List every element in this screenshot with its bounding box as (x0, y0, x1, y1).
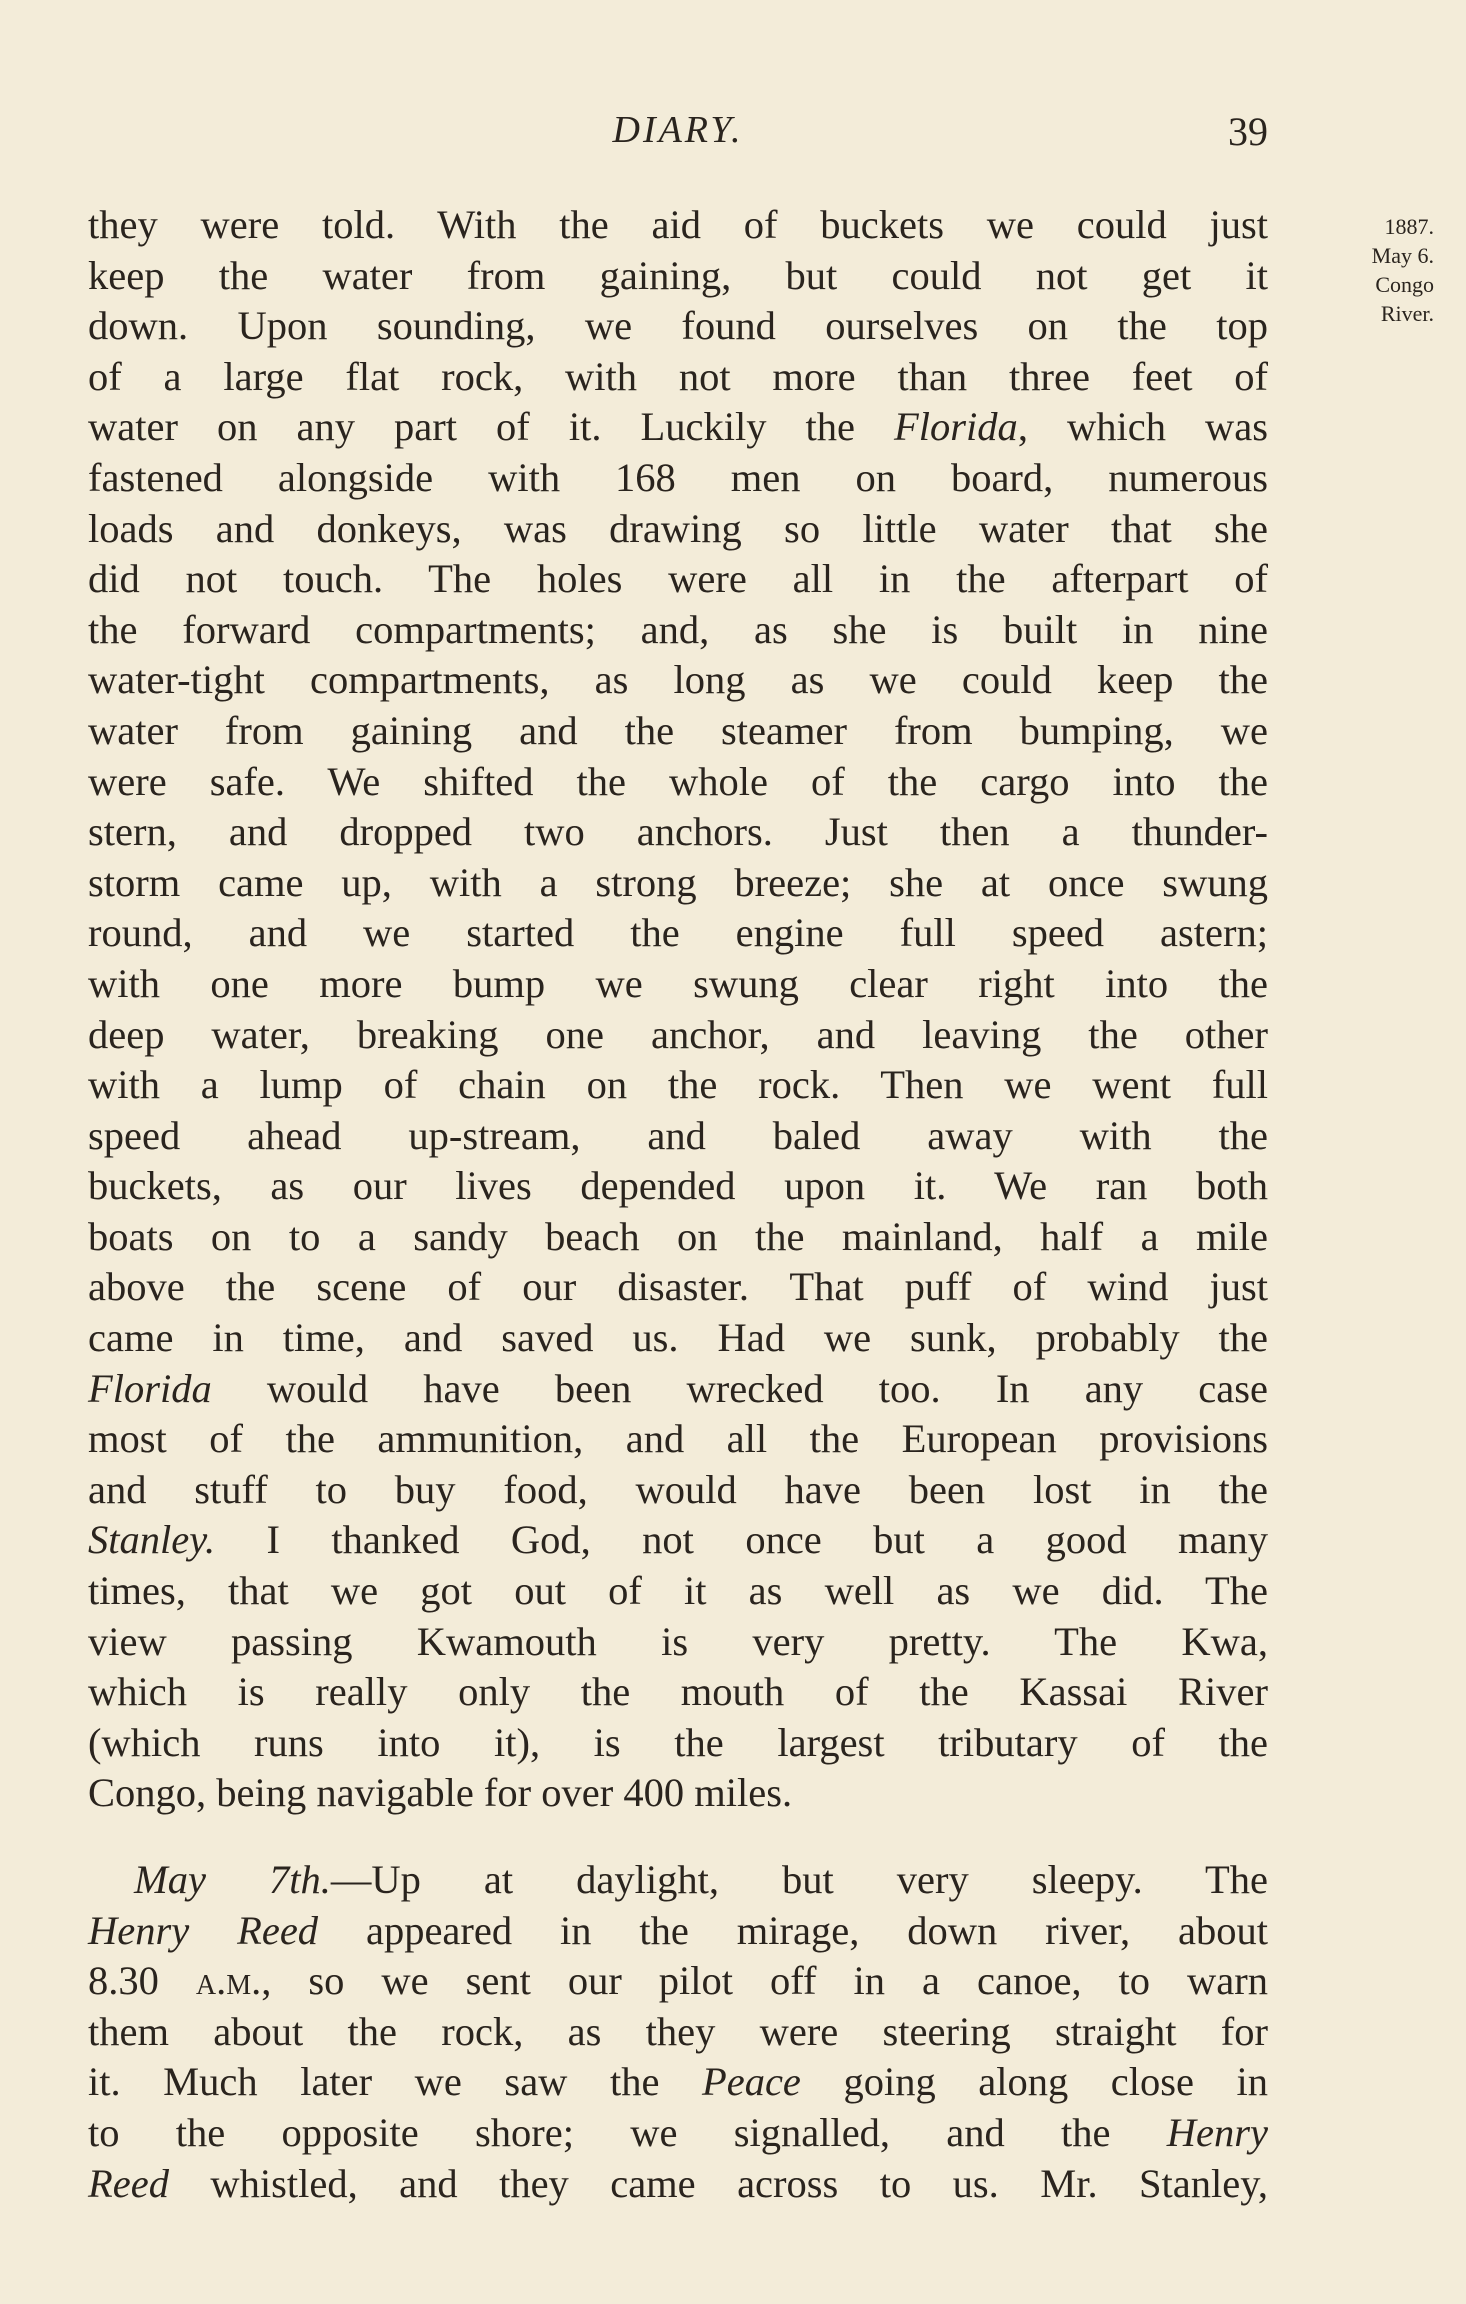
text-fragment: , so we sent our pilot off in a canoe, to warn (261, 1958, 1269, 2004)
text-fragment: whistled, and they came across to us. Mr. Stanley, (168, 2160, 1268, 2206)
text-line: storm came up, with a strong breeze; she at once swung (88, 859, 1268, 905)
ship-name-henry-reed: Henry Reed (88, 1907, 319, 1953)
text-fragment: —Up at daylight, but very sleepy. The (330, 1857, 1268, 1902)
text-line (88, 2159, 1268, 2210)
text-line: view passing Kwamouth is very pretty. The Kwa, (88, 1618, 1268, 1664)
text-line: the forward compartments; and, as she is built in nine (88, 606, 1268, 652)
diary-date: May 7th. (134, 1857, 331, 1902)
text-line: stern, and dropped two anchors. Just then a thunder- (88, 809, 1268, 855)
text-line (88, 1364, 1268, 1415)
margin-note-year: 1887. (1384, 214, 1434, 239)
running-head: DIARY. (612, 109, 744, 151)
text-fragment: I thanked God, not once but a good many (215, 1517, 1268, 1563)
text-line: (which runs into it), is the largest tributary of the (88, 1719, 1268, 1765)
paragraph-gap (88, 1819, 1268, 1855)
text-fragment: it. Much later we saw the (88, 2059, 702, 2105)
text-line: buckets, as our lives depended upon it. We ran both (88, 1163, 1268, 1209)
text-fragment: going along close in (800, 2059, 1269, 2105)
text-line: deep water, breaking one anchor, and leaving the other (88, 1011, 1268, 1057)
ship-name-florida: Florida (88, 1365, 212, 1411)
body-text (88, 200, 1268, 2209)
ship-name-peace: Peace (701, 2059, 801, 2105)
text-line: Congo, being navigable for over 400 miles. (88, 1770, 793, 1816)
text-fragment: , which was (1017, 404, 1268, 450)
text-line: most of the ammunition, and all the European provisions (88, 1416, 1268, 1462)
text-line: speed ahead up-stream, and baled away with the (88, 1112, 1268, 1158)
text-line: them about the rock, as they were steering straight for (88, 2008, 1268, 2054)
text-line: above the scene of our disaster. That puff of wind just (88, 1264, 1268, 1310)
text-line (88, 1515, 1268, 1566)
text-line: came in time, and saved us. Had we sunk, probably the (88, 1315, 1268, 1361)
ship-name-henry: Henry (1166, 2109, 1268, 2155)
text-fragment: appeared in the mirage, down river, about (318, 1907, 1268, 1953)
text-line: which is really only the mouth of the Kassai River (88, 1669, 1268, 1715)
text-line: were safe. We shifted the whole of the cargo into the (88, 758, 1268, 804)
text-fragment: to the opposite shore; we signalled, and the (88, 2109, 1167, 2155)
page-number: 39 (1228, 109, 1268, 154)
text-line: keep the water from gaining, but could not get it (88, 252, 1268, 298)
text-line: of a large flat rock, with not more than three feet of (88, 353, 1268, 399)
time-suffix: a.m. (195, 1958, 262, 2004)
paragraph (88, 200, 1268, 1819)
text-line (88, 1956, 1268, 2007)
text-line: down. Upon sounding, we found ourselves on the top (88, 303, 1268, 349)
text-fragment: 8.30 (88, 1958, 196, 2004)
text-line (88, 1906, 1268, 1957)
text-line: loads and donkeys, was drawing so little water that she (88, 505, 1268, 551)
text-fragment: would have been wrecked too. In any case (211, 1365, 1268, 1411)
margin-note-date: May 6. (1371, 243, 1434, 268)
text-line (88, 402, 1268, 453)
ship-name-florida: Florida (894, 404, 1018, 450)
margin-note-place: Congo (1375, 272, 1434, 297)
text-line: and stuff to buy food, would have been lost in the (88, 1466, 1268, 1512)
margin-note-place: River. (1380, 301, 1434, 326)
margin-note (1312, 212, 1434, 328)
text-line: water from gaining and the steamer from bumping, we (88, 707, 1268, 753)
text-line: fastened alongside with 168 men on board, numerous (88, 454, 1268, 500)
text-line: water-tight compartments, as long as we could keep the (88, 657, 1268, 703)
text-line (88, 2057, 1268, 2108)
text-line (88, 2108, 1268, 2159)
text-line: times, that we got out of it as well as we did. The (88, 1568, 1268, 1614)
text-line (88, 1855, 1268, 1906)
text-line: they were told. With the aid of buckets we could just (88, 202, 1268, 247)
text-line: did not touch. The holes were all in the afterpart of (88, 556, 1268, 602)
ship-name-stanley: Stanley. (88, 1517, 216, 1563)
text-fragment: water on any part of it. Luckily the (88, 404, 895, 450)
paragraph (88, 1855, 1268, 2209)
ship-name-reed: Reed (88, 2160, 169, 2206)
text-line: boats on to a sandy beach on the mainland, half a mile (88, 1213, 1268, 1259)
page-header (88, 108, 1268, 160)
text-line: round, and we started the engine full speed astern; (88, 910, 1268, 956)
text-line: with one more bump we swung clear right into the (88, 960, 1268, 1006)
text-line: with a lump of chain on the rock. Then we went full (88, 1062, 1268, 1108)
